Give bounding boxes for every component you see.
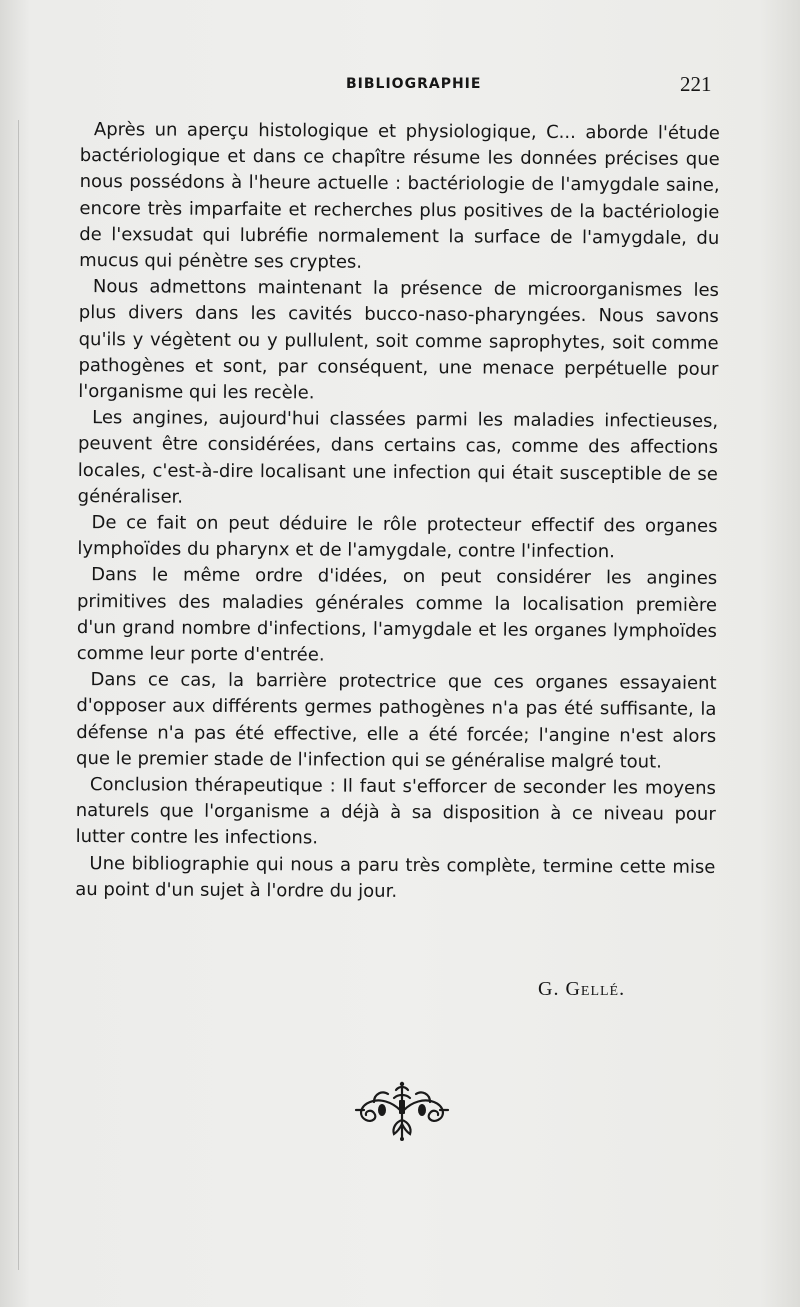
page-gutter-divider (18, 120, 19, 1270)
author-initial: G. (538, 978, 560, 1000)
paragraph-2: Nous admettons maintenant la présence de microorganismes les plus divers dans les cavités bucco-naso-pharyngées. Nous savons qu'ils y végètent ou y pullulent, soit comme saprophytes, soit comme pathogènes et sont, par conséquent, une menace perpétuelle pour l'organisme qui les recèle. (78, 276, 720, 404)
article-body (75, 117, 720, 907)
running-title: BIBLIOGRAPHIE (346, 76, 482, 92)
page-number: 221 (680, 72, 712, 96)
paragraph-5: Dans le même ordre d'idées, on peut considérer les angines primitives des maladies générales comme la localisation première d'un grand nombre d'infections, l'amygdale et les organes lymphoïdes comme leur porte d'entrée. (76, 564, 718, 666)
author-signature (538, 978, 625, 1001)
paragraph-3: Les angines, aujourd'hui classées parmi les maladies infectieuses, peuvent être considérées, dans certains cas, comme des affections locales, c'est-à-dire localisant une infection qui était susceptible de se généraliser. (77, 407, 719, 508)
page-header (0, 70, 800, 100)
paragraph-4: De ce fait on peut déduire le rôle protecteur effectif des organes lymphoïdes du pharynx et de l'amygdale, contre l'infection. (77, 512, 718, 563)
paragraph-1: Après un aperçu histologique et physiologique, C... aborde l'étude bactériologique et dans ce chapître résume les données précises que nous possédons à l'heure actuelle : bactériologie de l'amygdale saine, encore très imparfaite et recherches plus positives de la bactériologie de l'exsudat qui lubréfie normalement la surface de l'amygdale, du mucus qui pénètre ses cryptes. (79, 119, 720, 273)
paragraph-6: Dans ce cas, la barrière protectrice que ces organes essayaient d'opposer aux différents germes pathogènes n'a pas été suffisante, la défense n'a pas été effective, elle a été forcée; l'angine n'est alors que le premier stade de l'infection qui se généralise malgré tout. (76, 669, 717, 773)
fleuron-ornament-icon (352, 1080, 452, 1142)
paragraph-7: Conclusion thérapeutique : Il faut s'efforcer de seconder les moyens naturels que l'organisme a déjà à sa disposition à ce niveau pour lutter contre les infections. (75, 774, 716, 849)
author-name: Gellé. (565, 978, 626, 1000)
paragraph-8: Une bibliographie qui nous a paru très complète, termine cette mise au point d'un sujet à l'ordre du jour. (75, 852, 716, 902)
